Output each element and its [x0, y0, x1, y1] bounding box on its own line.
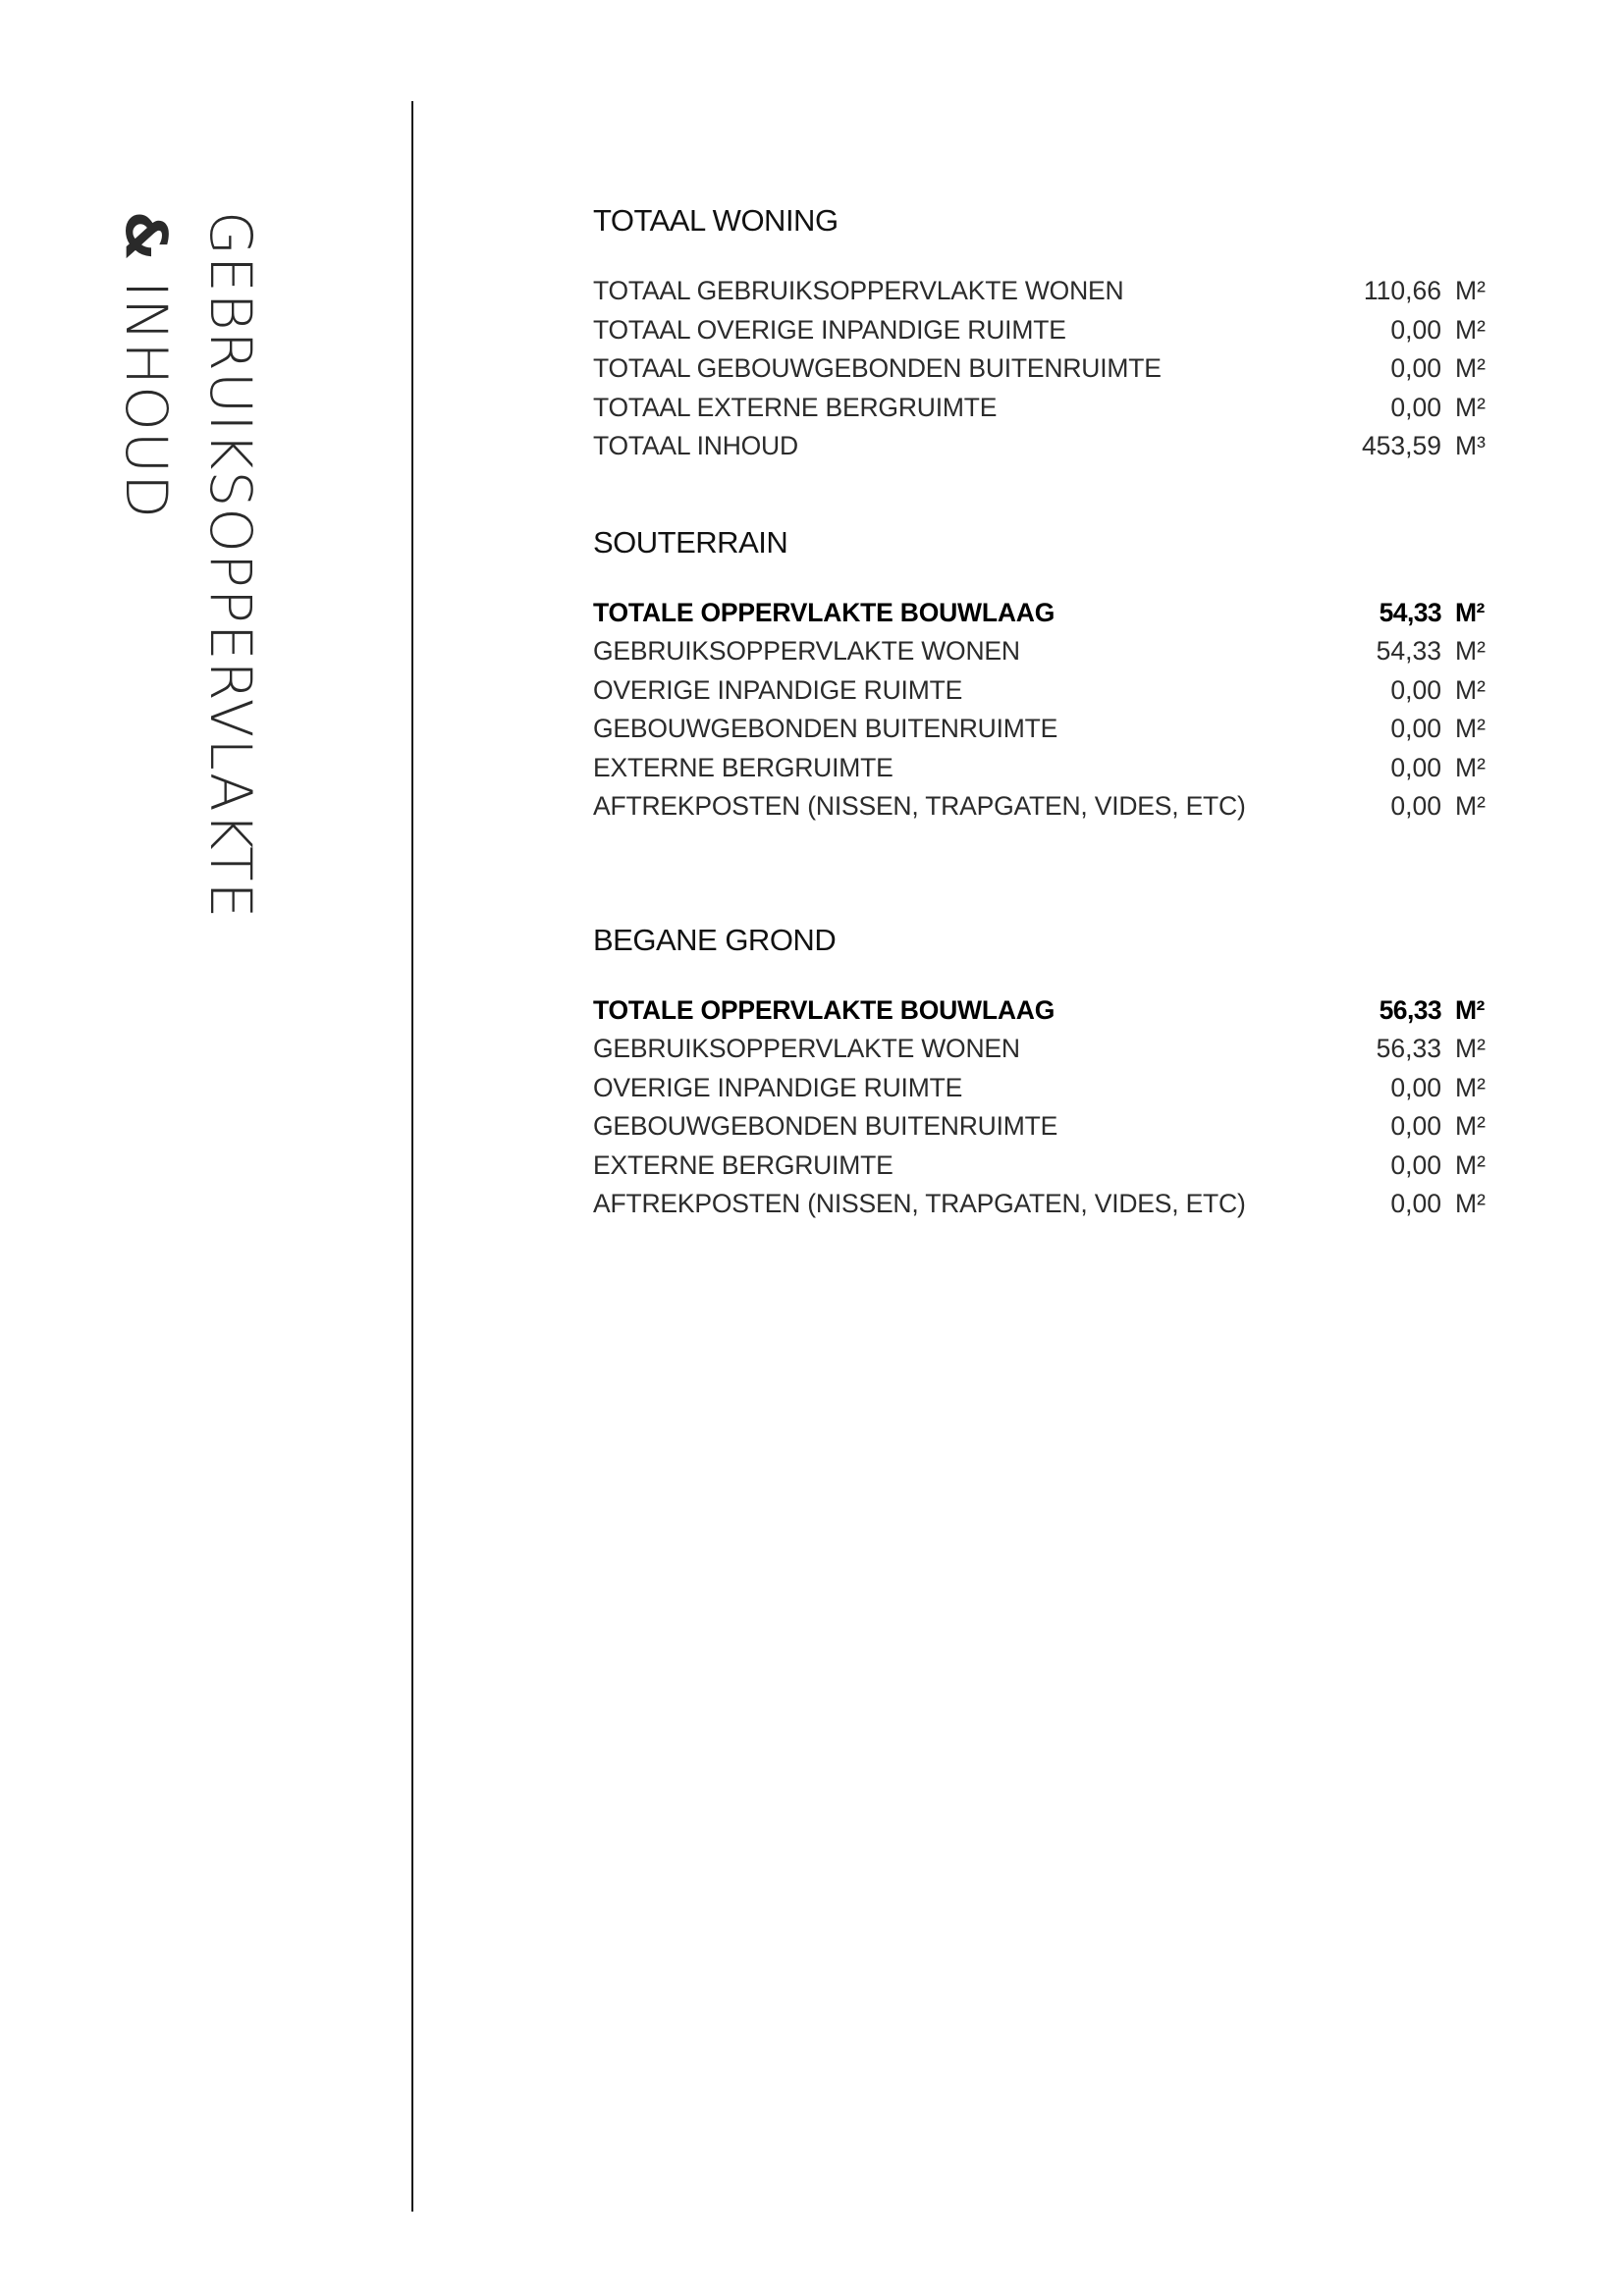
row-unit: M²: [1455, 714, 1486, 744]
row-unit: M²: [1455, 674, 1486, 705]
row-value: 0,00: [1390, 314, 1441, 345]
row-value: 0,00: [1390, 752, 1441, 782]
row-unit: M²: [1455, 1189, 1486, 1219]
row-unit: M²: [1455, 791, 1486, 822]
table-row: [593, 1185, 1496, 1224]
row-label: TOTAAL OVERIGE INPANDIGE RUIMTE: [593, 314, 1066, 345]
section-rows: [593, 594, 1496, 827]
row-unit: M²: [1455, 1072, 1486, 1102]
table-row: [593, 272, 1496, 311]
row-value: 0,00: [1390, 1072, 1441, 1102]
row-unit: M²: [1455, 314, 1486, 345]
section-rows: [593, 991, 1496, 1224]
row-label: GEBRUIKSOPPERVLAKTE WONEN: [593, 636, 1020, 667]
table-row: [593, 632, 1496, 671]
row-label: EXTERNE BERGRUIMTE: [593, 752, 893, 782]
table-row: [593, 389, 1496, 428]
section-title: SOUTERRAIN: [593, 524, 788, 560]
row-label: OVERIGE INPANDIGE RUIMTE: [593, 1072, 963, 1102]
side-title: [113, 211, 275, 957]
row-label: GEBOUWGEBONDEN BUITENRUIMTE: [593, 714, 1058, 744]
section-totaal-woning: [593, 201, 1496, 466]
row-label: TOTAAL GEBOUWGEBONDEN BUITENRUIMTE: [593, 353, 1162, 384]
table-row: [593, 1069, 1496, 1108]
row-unit: M²: [1455, 392, 1486, 422]
side-title-line-2: [113, 211, 180, 519]
table-row: [593, 311, 1496, 350]
row-value: 54,33: [1376, 636, 1441, 667]
row-value: 453,59: [1361, 431, 1441, 461]
row-label: TOTALE OPPERVLAKTE BOUWLAAG: [593, 994, 1056, 1025]
table-row: [593, 1030, 1496, 1069]
row-unit: M³: [1455, 431, 1486, 461]
section-title: BEGANE GROND: [593, 922, 837, 957]
row-value: 0,00: [1390, 1189, 1441, 1219]
row-value: 56,33: [1379, 994, 1441, 1025]
table-row: [593, 427, 1496, 466]
row-label: AFTREKPOSTEN (NISSEN, TRAPGATEN, VIDES, ETC): [593, 791, 1246, 822]
row-value: 0,00: [1390, 714, 1441, 744]
row-label: EXTERNE BERGRUIMTE: [593, 1149, 893, 1180]
row-value: 56,33: [1376, 1034, 1441, 1064]
row-value: 54,33: [1379, 597, 1441, 627]
row-value: 0,00: [1390, 392, 1441, 422]
row-unit: M²: [1455, 1149, 1486, 1180]
section-souterrain: [593, 523, 1496, 827]
table-row: [593, 787, 1496, 827]
table-row-total: [593, 594, 1496, 633]
row-value: 0,00: [1390, 674, 1441, 705]
row-label: OVERIGE INPANDIGE RUIMTE: [593, 674, 963, 705]
table-row-total: [593, 991, 1496, 1031]
row-label: AFTREKPOSTEN (NISSEN, TRAPGATEN, VIDES, ETC): [593, 1189, 1246, 1219]
row-value: 0,00: [1390, 791, 1441, 822]
table-row: [593, 349, 1496, 389]
row-label: TOTAAL INHOUD: [593, 431, 798, 461]
row-label: TOTALE OPPERVLAKTE BOUWLAAG: [593, 597, 1056, 627]
table-row: [593, 1147, 1496, 1186]
row-unit: M²: [1455, 597, 1485, 627]
row-unit: M²: [1455, 752, 1486, 782]
row-unit: M²: [1455, 636, 1486, 667]
section-begane-grond: [593, 921, 1496, 1224]
row-unit: M²: [1455, 1034, 1486, 1064]
section-title: TOTAAL WONING: [593, 203, 839, 238]
ampersand: &: [113, 211, 180, 262]
row-unit: M²: [1455, 1111, 1486, 1142]
row-label: TOTAAL EXTERNE BERGRUIMTE: [593, 392, 998, 422]
section-rows: [593, 272, 1496, 466]
content: [593, 201, 1496, 1281]
row-unit: M²: [1455, 994, 1485, 1025]
table-row: [593, 671, 1496, 711]
row-unit: M²: [1455, 353, 1486, 384]
side-title-line-2-text: INHOUD: [113, 261, 180, 519]
table-row: [593, 749, 1496, 788]
row-value: 0,00: [1390, 353, 1441, 384]
row-label: TOTAAL GEBRUIKSOPPERVLAKTE WONEN: [593, 276, 1124, 306]
row-value: 0,00: [1390, 1111, 1441, 1142]
side-title-line-1: GEBRUIKSOPPERVLAKTE: [197, 211, 264, 920]
table-row: [593, 1107, 1496, 1147]
row-unit: M²: [1455, 276, 1486, 306]
vertical-divider: [411, 101, 413, 2212]
table-row: [593, 710, 1496, 749]
row-label: GEBRUIKSOPPERVLAKTE WONEN: [593, 1034, 1020, 1064]
row-value: 110,66: [1363, 276, 1441, 306]
row-label: GEBOUWGEBONDEN BUITENRUIMTE: [593, 1111, 1058, 1142]
row-value: 0,00: [1390, 1149, 1441, 1180]
